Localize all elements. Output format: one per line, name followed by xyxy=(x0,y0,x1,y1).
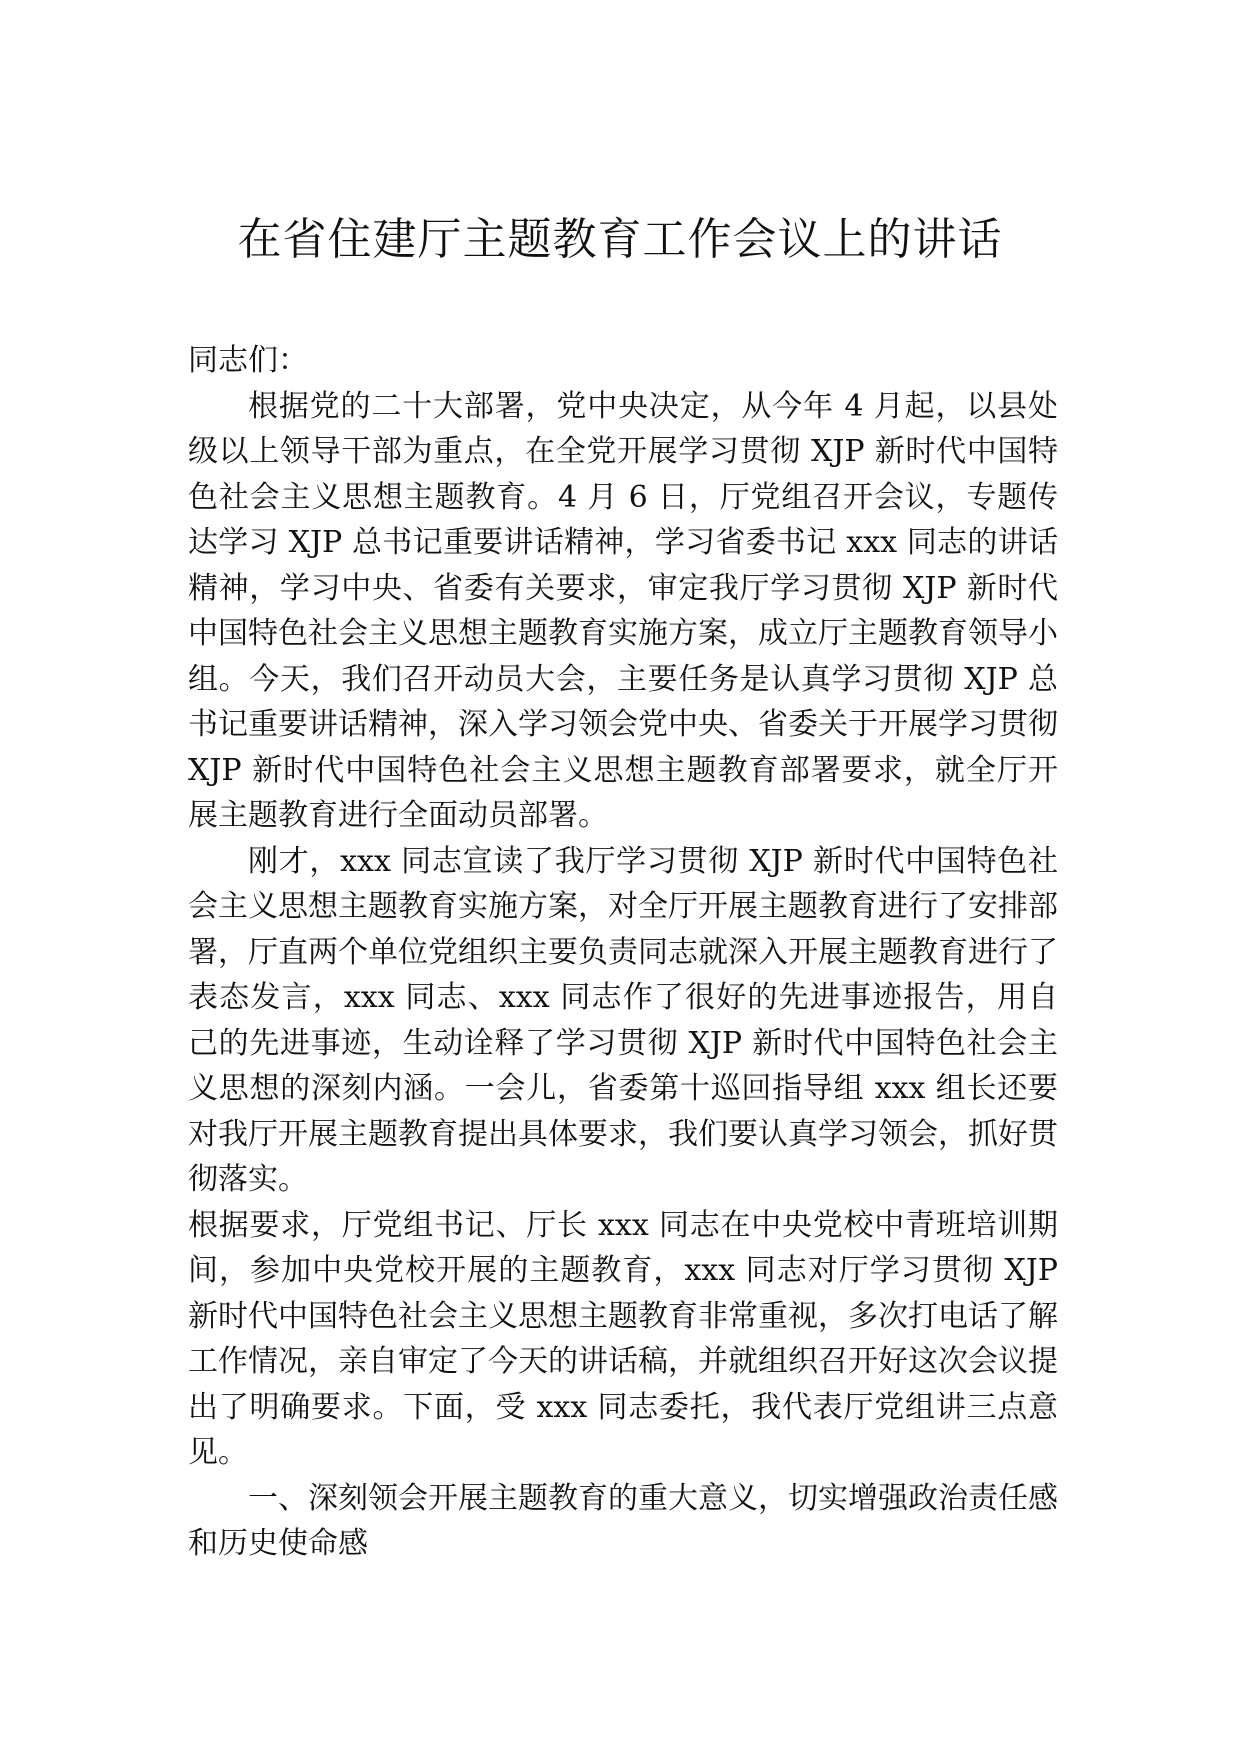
document-title: 在省住建厅主题教育工作会议上的讲话 xyxy=(237,214,1003,265)
salutation: 同志们： xyxy=(188,343,308,378)
document-body xyxy=(188,338,1058,1567)
paragraph-2: 刚才，xxx 同志宣读了我厅学习贯彻 XJP 新时代中国特色社会主义思想主题教育实施方案，对全厅开展主题教育进行了安排部署，厅直两个单位党组织主要负责同志就深入开展主题教育进行了表态发言，xxx 同志、xxx 同志作了很好的先进事迹报告，用自己的先进事迹，生动诠释了学习贯彻 XJP 新时代中国特色社会主义思想的深刻内涵。一会儿，省委第十巡回指导组 xxx 组长还要对我厅开展主题教育提出具体要求，我们要认真学习领会，抓好贯彻落实。 xyxy=(188,843,1058,1197)
paragraph-3: 根据要求，厅党组书记、厅长 xxx 同志在中央党校中青班培训期间，参加中央党校开展的主题教育，xxx 同志对厅学习贯彻 XJP 新时代中国特色社会主义思想主题教育非常重视，多次打电话了解工作情况，亲自审定了今天的讲话稿，并就组织召开好这次会议提出了明确要求。下面，受 xxx 同志委托，我代表厅党组讲三点意见。 xyxy=(188,1207,1058,1470)
paragraph-1: 根据党的二十大部署，党中央决定，从今年 4 月起，以县处级以上领导干部为重点，在全党开展学习贯彻 XJP 新时代中国特色社会主义思想主题教育。4 月 6 日，厅党组召开会议，专题传达学习 XJP 总书记重要讲话精神，学习省委书记 xxx 同志的讲话精神，学习中央、省委有关要求，审定我厅学习贯彻 XJP 新时代中国特色社会主义思想主题教育实施方案，成立厅主题教育领导小组。今天，我们召开动员大会，主要任务是认真学习贯彻 XJP 总书记重要讲话精神，深入学习领会党中央、省委关于开展学习贯彻 XJP 新时代中国特色社会主义思想主题教育部署要求，就全厅开展主题教育进行全面动员部署。 xyxy=(188,388,1058,833)
section-heading-1: 一、深刻领会开展主题教育的重大意义，切实增强政治责任感和历史使命感 xyxy=(188,1480,1058,1561)
